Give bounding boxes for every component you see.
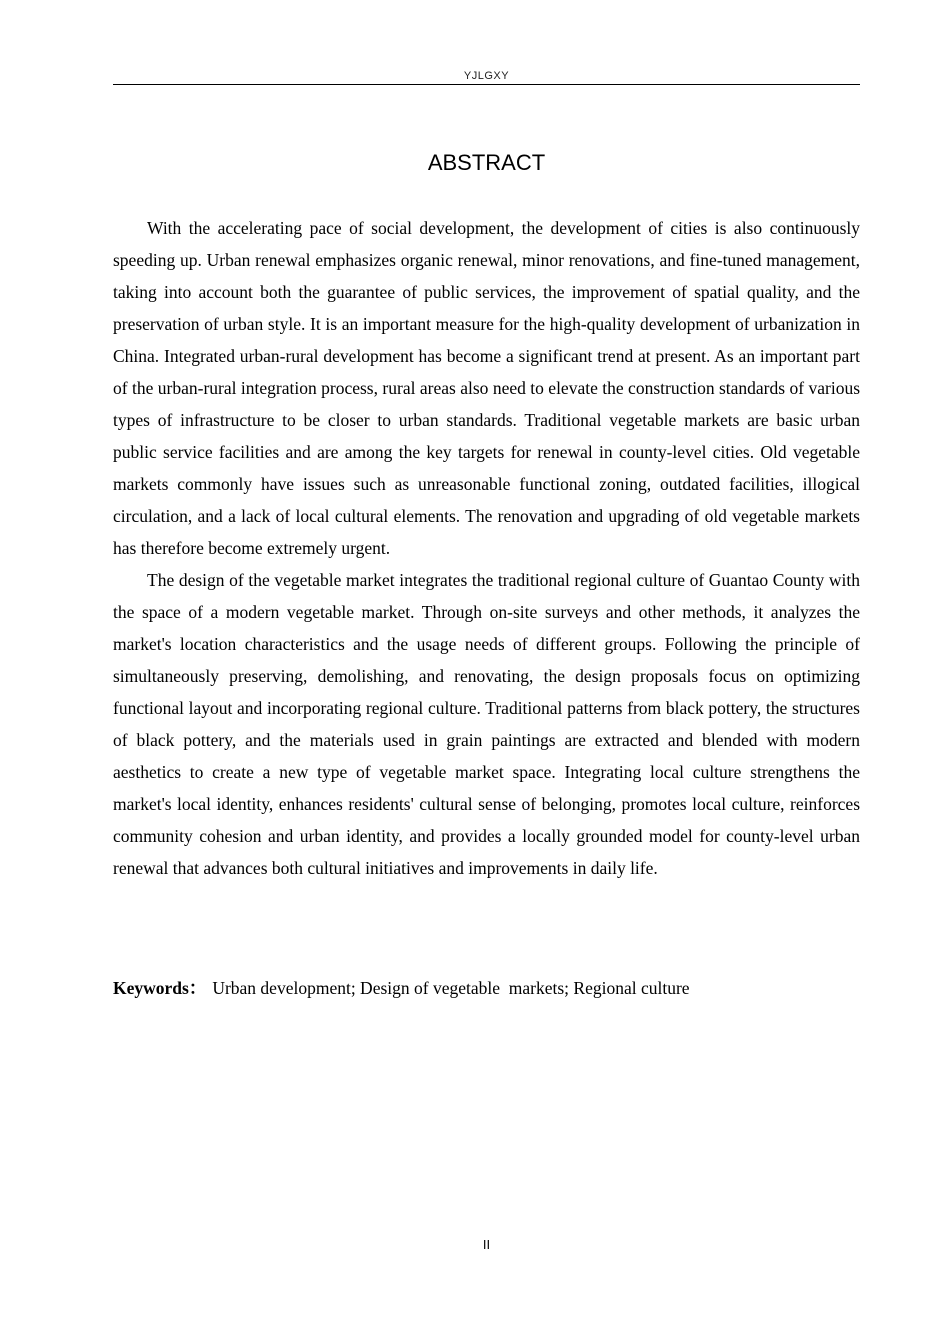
running-header: YJLGXY (463, 70, 510, 82)
keywords-line (113, 972, 860, 1004)
keywords-label: Keywords (113, 978, 189, 998)
abstract-title: ABSTRACT (427, 150, 546, 175)
abstract-paragraph-1: With the accelerating pace of social development, the development of cities is also continuously speeding up. Urban renewal emphasizes organic renewal, minor renovations, and fine-tuned management, taking into account both the guarantee of public services, the improvement of spatial quality, and the preservation of urban style. It is an important measure for the high-quality development of urbanization in China. Integrated urban-rural development has become a significant trend at present. As an important part of the urban-rural integration process, rural areas also need to elevate the construction standards of various types of infrastructure to be closer to urban standards. Traditional vegetable markets are basic urban public service facilities and are among the key targets for renewal in county-level cities. Old vegetable markets commonly have issues such as unreasonable functional zoning, outdated facilities, illogical circulation, and a lack of local cultural elements. The renovation and upgrading of old vegetable markets has therefore become extremely urgent. (113, 218, 860, 558)
header-rule (113, 84, 860, 85)
keywords-separator: ： (188, 978, 207, 998)
page-number: II (482, 1237, 491, 1252)
abstract-paragraph-2: The design of the vegetable market integrates the traditional regional culture of Guantao County with the space of a modern vegetable market. Through on-site surveys and other methods, it analyzes the market's location characteristics and the usage needs of different groups. Following the principle of simultaneously preserving, demolishing, and renovating, the design proposals focus on optimizing functional layout and incorporating regional culture. Traditional patterns from black pottery, the structures of black pottery, and the materials used in grain paintings are extracted and blended with modern aesthetics to create a new type of vegetable market space. Integrating local culture strengthens the market's local identity, enhances residents' cultural sense of belonging, promotes local culture, reinforces community cohesion and urban identity, and provides a locally grounded model for county-level urban renewal that advances both cultural initiatives and improvements in daily life. (113, 570, 860, 878)
abstract-body (113, 212, 860, 884)
keywords-value: Urban development; Design of vegetable markets; Regional culture (212, 978, 690, 998)
